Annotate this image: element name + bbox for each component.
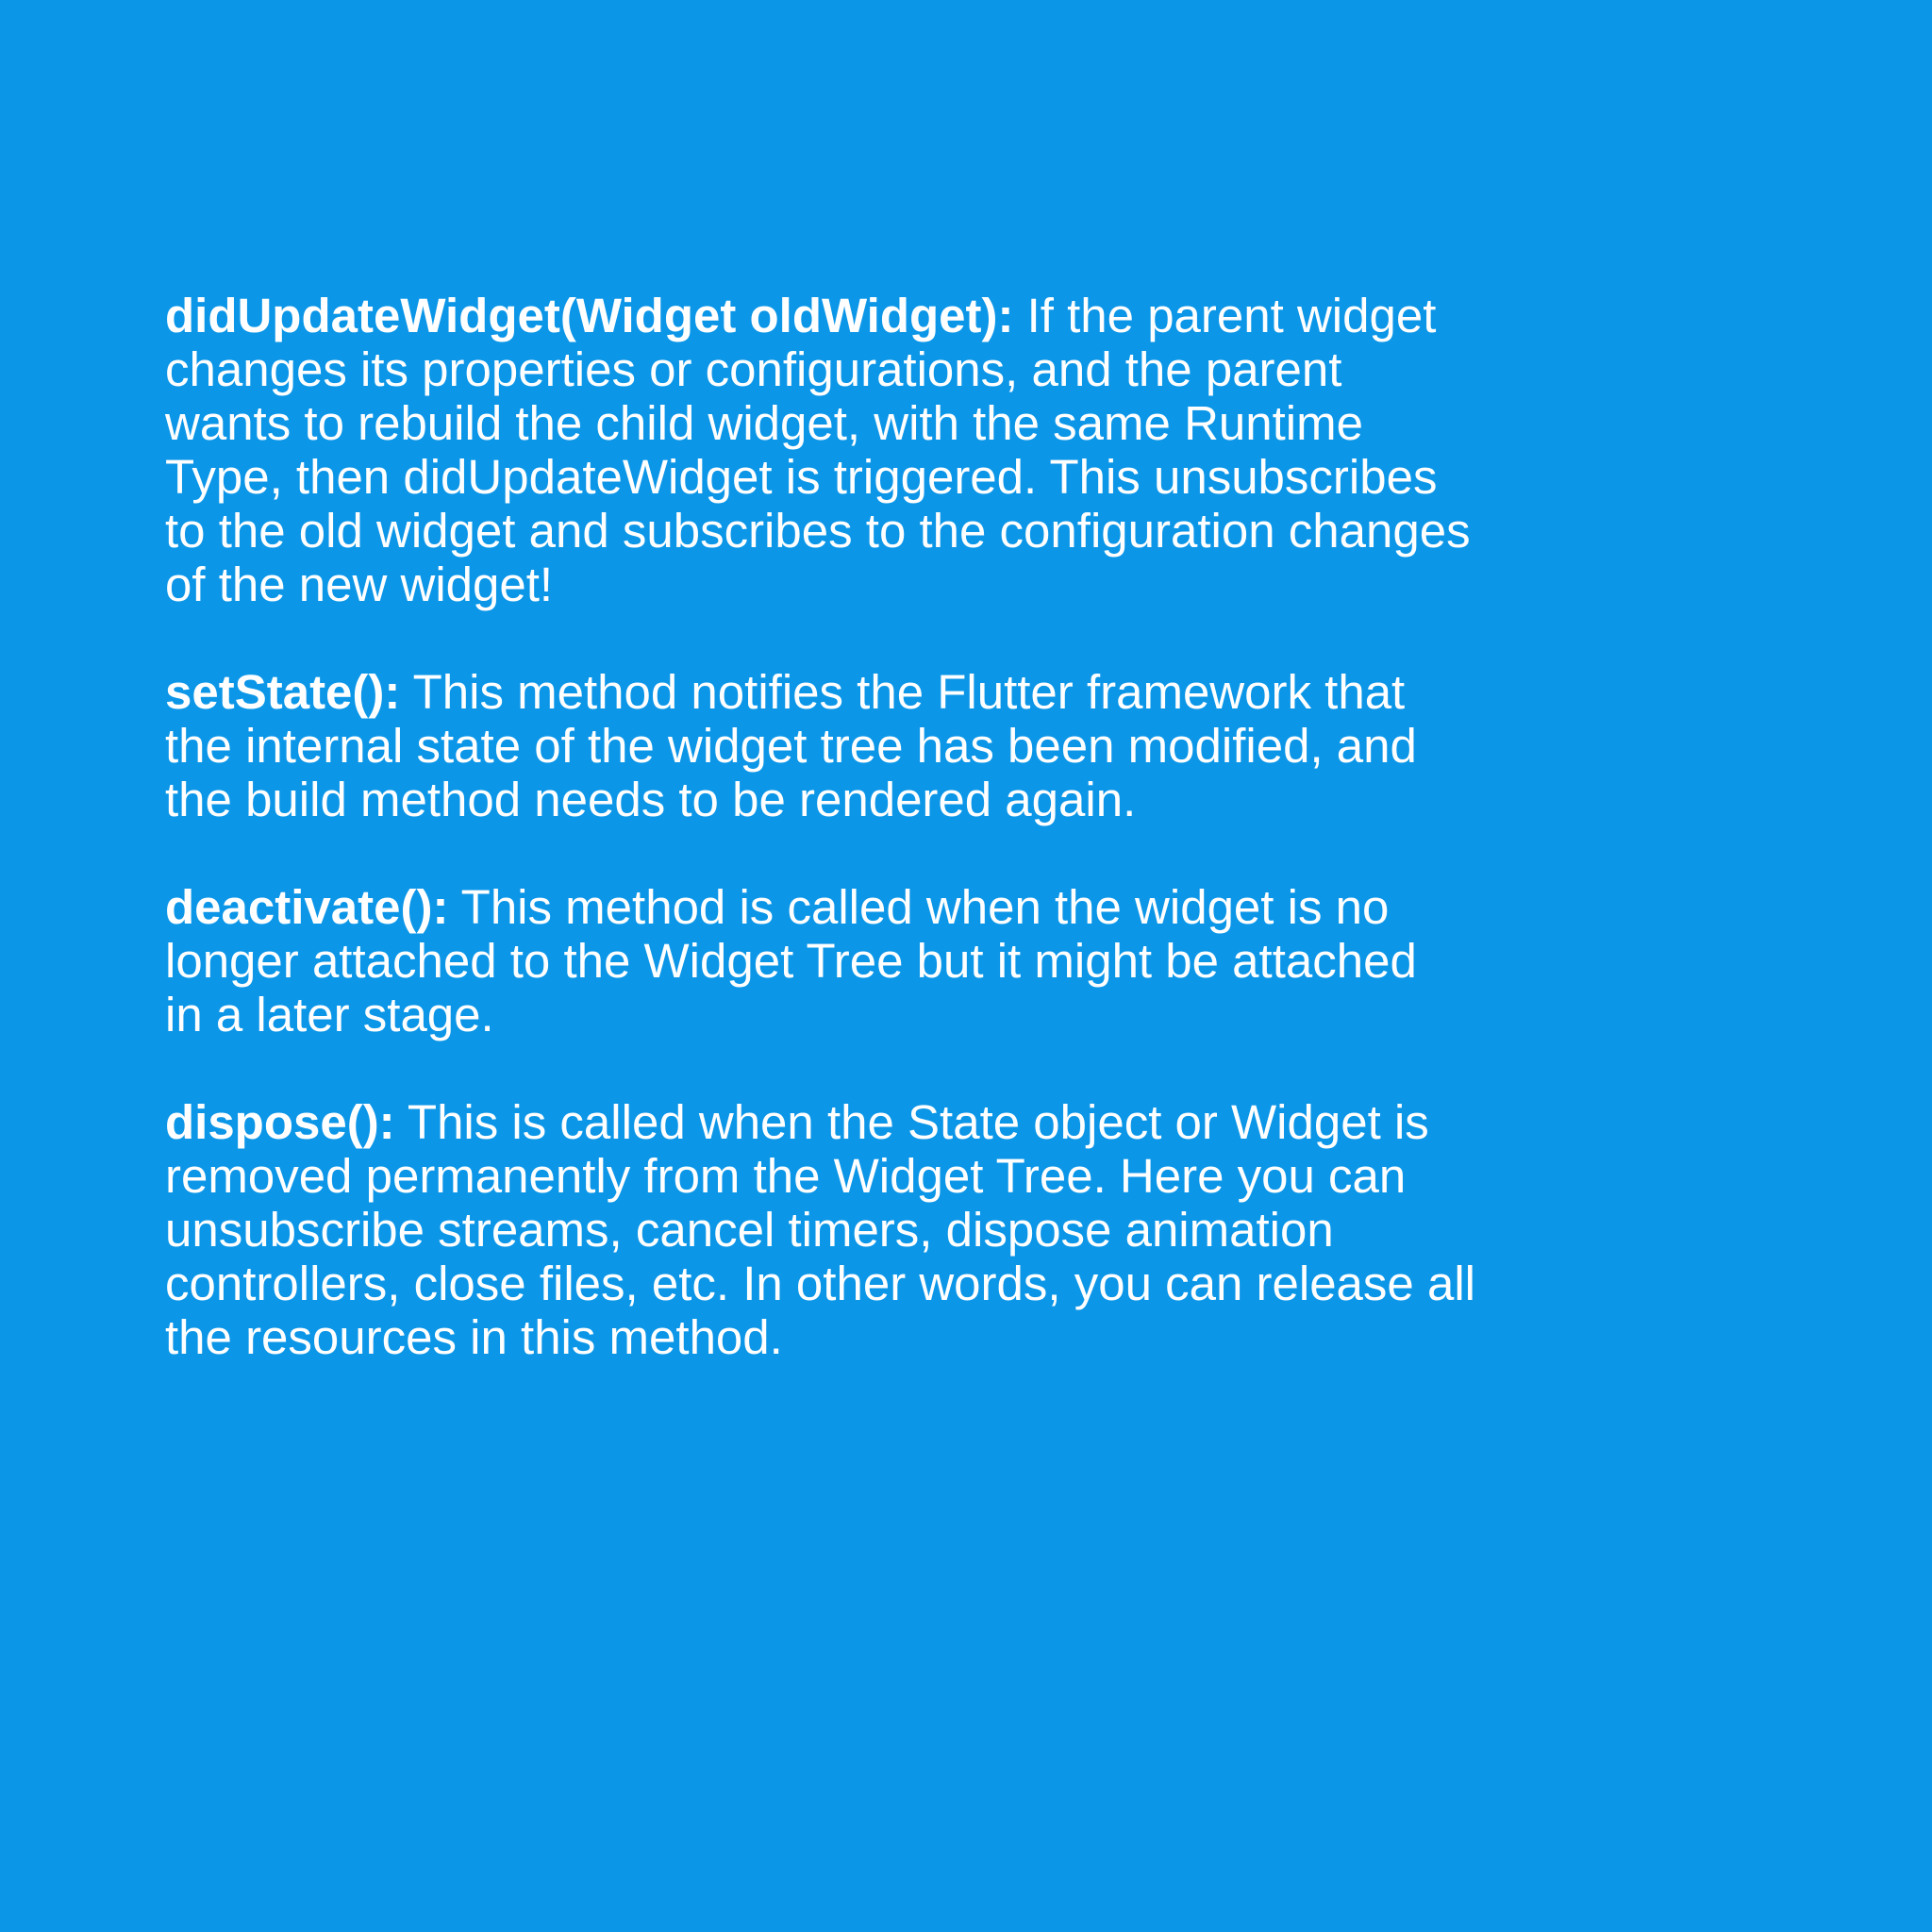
paragraph-line: wants to rebuild the child widget, with the same Runtime — [165, 396, 1363, 450]
paragraph-text: This is called when the State object or Widget is — [394, 1095, 1429, 1149]
paragraph-line — [165, 289, 1788, 342]
paragraph-line: Type, then didUpdateWidget is triggered. This unsubscribes — [165, 450, 1438, 504]
paragraph-line: the resources in this method. — [165, 1310, 783, 1364]
paragraph-line: in a later stage. — [165, 988, 494, 1041]
paragraph-deactivate — [165, 880, 1788, 1041]
paragraph-line: of the new widget! — [165, 558, 554, 611]
paragraph-line: changes its properties or configurations, and the parent — [165, 342, 1342, 396]
paragraph-line — [165, 880, 1788, 934]
method-term: didUpdateWidget(Widget oldWidget): — [165, 289, 1014, 342]
paragraph-line: to the old widget and subscribes to the configuration changes — [165, 504, 1471, 558]
method-term: dispose(): — [165, 1095, 395, 1149]
paragraph-dispose — [165, 1095, 1788, 1364]
paragraph-text: If the parent widget — [1013, 289, 1437, 342]
paragraph-line: unsubscribe streams, cancel timers, dispose animation — [165, 1203, 1334, 1257]
paragraph-line: longer attached to the Widget Tree but it might be attached — [165, 934, 1417, 988]
method-term: setState(): — [165, 665, 401, 719]
paragraph-line: the build method needs to be rendered again. — [165, 773, 1137, 826]
method-term: deactivate(): — [165, 880, 449, 934]
paragraph-line — [165, 1095, 1788, 1149]
paragraph-line: controllers, close files, etc. In other words, you can release all — [165, 1257, 1475, 1310]
paragraph-didupdatewidget — [165, 289, 1788, 611]
paragraph-text: This method notifies the Flutter framework that — [400, 665, 1406, 719]
paragraph-setstate — [165, 665, 1788, 826]
lifecycle-methods-text — [165, 289, 1788, 1418]
paragraph-line: removed permanently from the Widget Tree. Here you can — [165, 1149, 1407, 1203]
paragraph-text: This method is called when the widget is no — [448, 880, 1390, 934]
paragraph-line — [165, 665, 1788, 719]
paragraph-line: the internal state of the widget tree has been modified, and — [165, 719, 1417, 773]
